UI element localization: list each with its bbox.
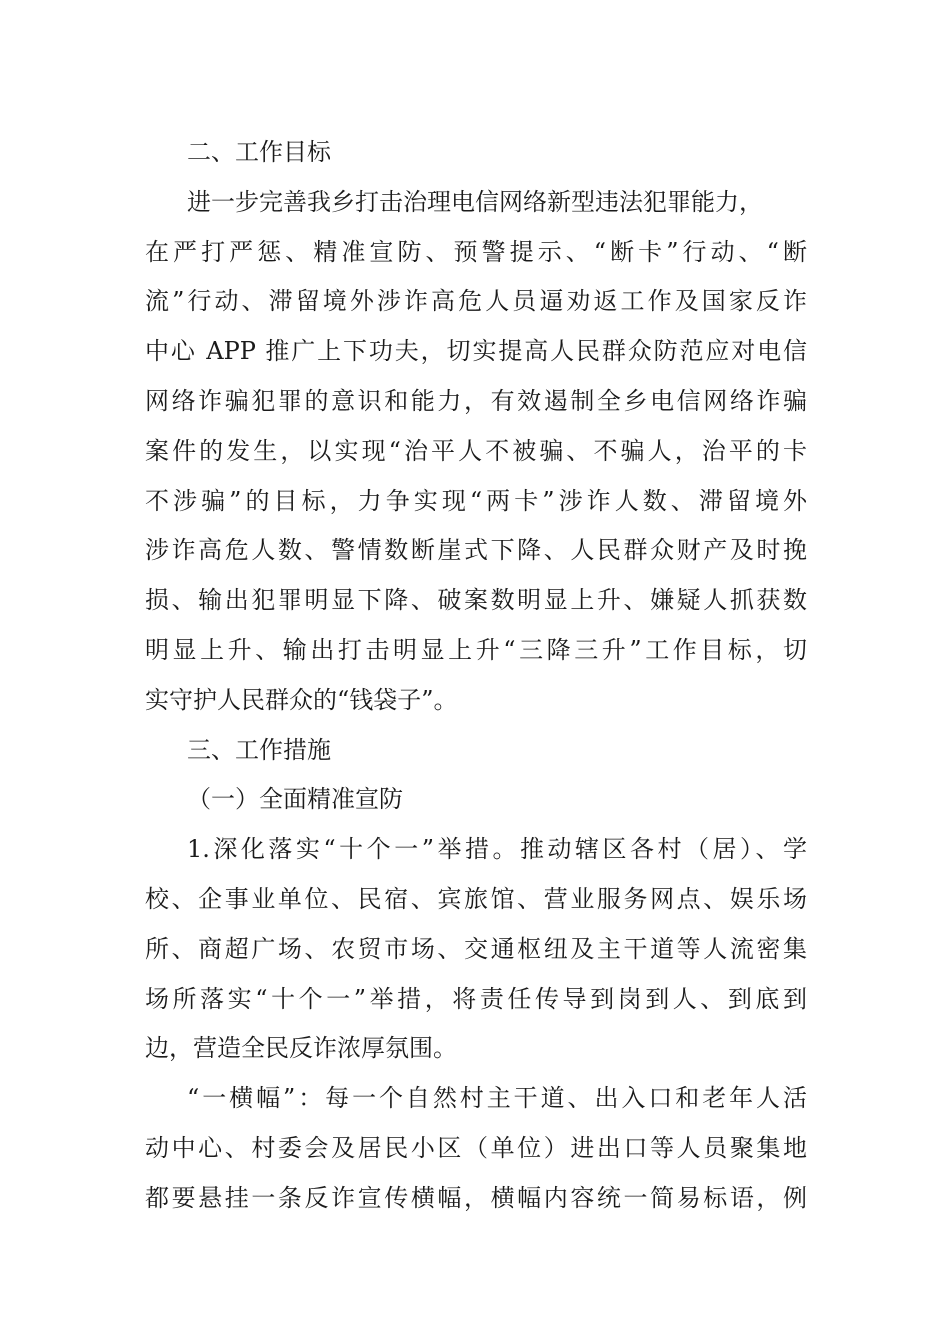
subsection-heading-publicity: （一）全面精准宣防 xyxy=(187,785,403,814)
paragraph-line: 边，营造全民反诈浓厚氛围。 xyxy=(145,1034,457,1063)
paragraph-line: 损、输出犯罪明显下降、破案数明显上升、嫌疑人抓获数 xyxy=(145,586,807,615)
paragraph-line: 都要悬挂一条反诈宣传横幅，横幅内容统一简易标语，例 xyxy=(145,1183,807,1212)
paragraph-line: 所、商超广场、农贸市场、交通枢纽及主干道等人流密集 xyxy=(145,934,807,963)
paragraph-banner xyxy=(145,1074,807,1223)
paragraph-line: 在严打严惩、精准宣防、预警提示、“断卡”行动、“断 xyxy=(145,237,807,266)
paragraph-ten-ones xyxy=(145,825,807,1074)
paragraph-line: 网络诈骗犯罪的意识和能力，有效遏制全乡电信网络诈骗 xyxy=(145,386,807,415)
paragraph-line: 1.深化落实“十个一”举措。推动辖区各村（居）、学 xyxy=(187,835,807,864)
paragraph-line: 进一步完善我乡打击治理电信网络新型违法犯罪能力， xyxy=(187,187,763,216)
paragraph-line: 涉诈高危人数、警情数断崖式下降、人民群众财产及时挽 xyxy=(145,536,807,565)
paragraph-line: 实守护人民群众的“钱袋子”。 xyxy=(145,685,458,714)
document-body xyxy=(145,128,807,1224)
paragraph-line: 中心 APP 推广上下功夫，切实提高人民群众防范应对电信 xyxy=(145,337,807,366)
paragraph-line: 明显上升、输出打击明显上升“三降三升”工作目标，切 xyxy=(145,635,807,664)
paragraph-line: 不涉骗”的目标，力争实现“两卡”涉诈人数、滞留境外 xyxy=(145,486,807,515)
paragraph-line: 动中心、村委会及居民小区（单位）进出口等人员聚集地 xyxy=(145,1133,807,1162)
paragraph-line: 场所落实“十个一”举措，将责任传导到岗到人、到底到 xyxy=(145,984,807,1013)
paragraph-line: “一横幅”：每一个自然村主干道、出入口和老年人活 xyxy=(187,1084,807,1113)
paragraph-work-goals xyxy=(145,178,807,726)
section-heading-work-measures: 三、工作措施 xyxy=(187,735,331,764)
section-heading-work-goals: 二、工作目标 xyxy=(187,138,331,166)
paragraph-line: 案件的发生，以实现“治平人不被骗、不骗人，治平的卡 xyxy=(145,436,807,465)
paragraph-line: 校、企事业单位、民宿、宾旅馆、营业服务网点、娱乐场 xyxy=(145,884,807,913)
paragraph-line: 流”行动、滞留境外涉诈高危人员逼劝返工作及国家反诈 xyxy=(145,287,807,316)
